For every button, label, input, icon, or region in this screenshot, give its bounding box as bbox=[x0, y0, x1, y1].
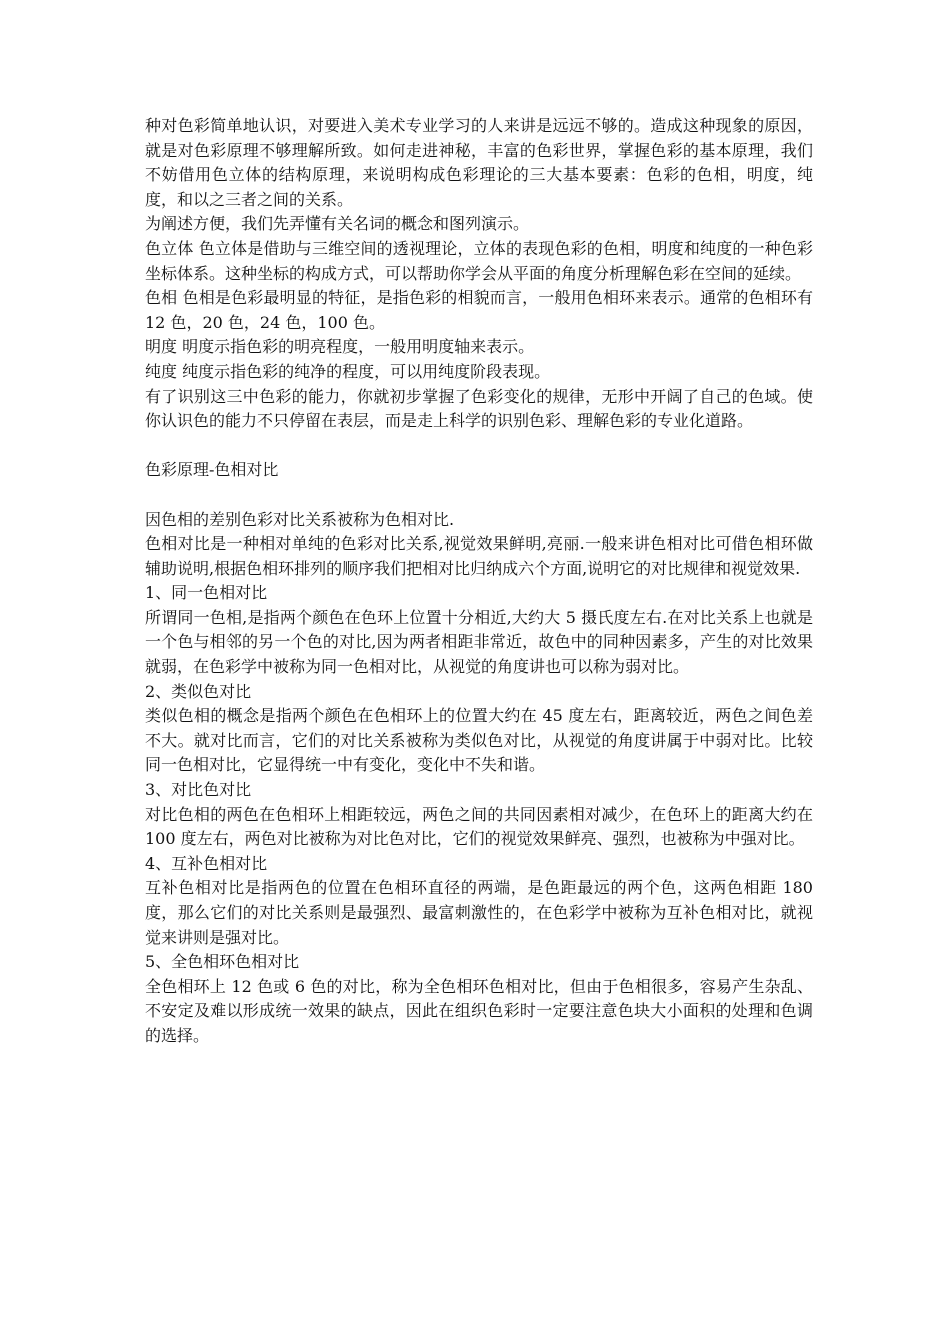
section-intro-1: 因色相的差别色彩对比关系被称为色相对比. bbox=[145, 509, 455, 529]
item-heading-3: 3、对比色对比 bbox=[145, 780, 252, 800]
item-heading-2: 2、类似色对比 bbox=[145, 681, 252, 701]
item-body-3: 对比色相的两色在色相环上相距较远，两色之间的共同因素相对减少，在色环上的距离大约在 100 度左右，两色对比被称为对比色对比，它们的视觉效果鲜亮、强烈，也被称为中强对比。 bbox=[145, 804, 813, 849]
definition-hue: 色相 色相是色彩最明显的特征，是指色彩的相貌而言，一般用色相环来表示。通常的色相环有 12 色，20 色，24 色，100 色。 bbox=[145, 288, 813, 332]
document-page bbox=[145, 114, 813, 1049]
definition-chroma: 纯度 纯度示指色彩的纯净的程度，可以用纯度阶段表现。 bbox=[145, 361, 551, 381]
spacer bbox=[145, 483, 813, 508]
item-body-1: 所谓同一色相,是指两个颜色在色环上位置十分相近,大约大 5 摄氏度左右.在对比关系上也就是一个色与相邻的另一个色的对比,因为两者相距非常近，故色中的同种因素多，产生的对比效果就弱，在色彩学中被称为同一色相对比，从视觉的角度讲也可以称为弱对比。 bbox=[145, 607, 813, 677]
item-body-2: 类似色相的概念是指两个颜色在色相环上的位置大约在 45 度左右，距离较近，两色之间色差不大。就对比而言，它们的对比关系被称为类似色对比，从视觉的角度讲属于中弱对比。比较同一色相对比，它显得统一中有变化，变化中不失和谐。 bbox=[145, 706, 813, 775]
section-intro-2: 色相对比是一种相对单纯的色彩对比关系,视觉效果鲜明,亮丽.一般来讲色相对比可借色相环做辅助说明,根据色相环排列的顺序我们把相对比归纳成六个方面,说明它的对比规律和视觉效果. bbox=[145, 534, 813, 578]
definition-value: 明度 明度示指色彩的明亮程度，一般用明度轴来表示。 bbox=[145, 337, 535, 357]
definition-color-solid: 色立体 色立体是借助与三维空间的透视理论，立体的表现色彩的色相，明度和纯度的一种色彩坐标体系。这种坐标的构成方式，可以帮助你学会从平面的角度分析理解色彩在空间的延续。 bbox=[145, 238, 813, 283]
item-heading-1: 1、同一色相对比 bbox=[145, 583, 268, 603]
intro-conclusion: 有了识别这三中色彩的能力，你就初步掌握了色彩变化的规律，无形中开阔了自己的色域。使你认识色的能力不只停留在表层，而是走上科学的识别色彩、理解色彩的专业化道路。 bbox=[145, 386, 813, 431]
item-heading-4: 4、互补色相对比 bbox=[145, 853, 268, 873]
item-body-4: 互补色相对比是指两色的位置在色相环直径的两端，是色距最远的两个色，这两色相距 180 度，那么它们的对比关系则是最强烈、最富刺激性的，在色彩学中被称为互补色相对比，就视觉来讲则是强对比。 bbox=[145, 878, 813, 947]
intro-paragraph-2: 为阐述方便，我们先弄懂有关名词的概念和图列演示。 bbox=[145, 214, 530, 234]
item-heading-5: 5、全色相环色相对比 bbox=[145, 952, 300, 972]
spacer bbox=[145, 434, 813, 459]
intro-paragraph-1: 种对色彩简单地认识，对要进入美术专业学习的人来讲是远远不够的。造成这种现象的原因，就是对色彩原理不够理解所致。如何走进神秘，丰富的色彩世界，掌握色彩的基本原理，我们不妨借用色立体的结构原理，来说明构成色彩理论的三大基本要素：色彩的色相，明度，纯度，和以之三者之间的关系。 bbox=[145, 116, 813, 209]
section-title: 色彩原理-色相对比 bbox=[145, 460, 279, 480]
item-body-5: 全色相环上 12 色或 6 色的对比，称为全色相环色相对比，但由于色相很多，容易产生杂乱、不安定及难以形成统一效果的缺点，因此在组织色彩时一定要注意色块大小面积的处理和色调的选择。 bbox=[145, 976, 813, 1045]
